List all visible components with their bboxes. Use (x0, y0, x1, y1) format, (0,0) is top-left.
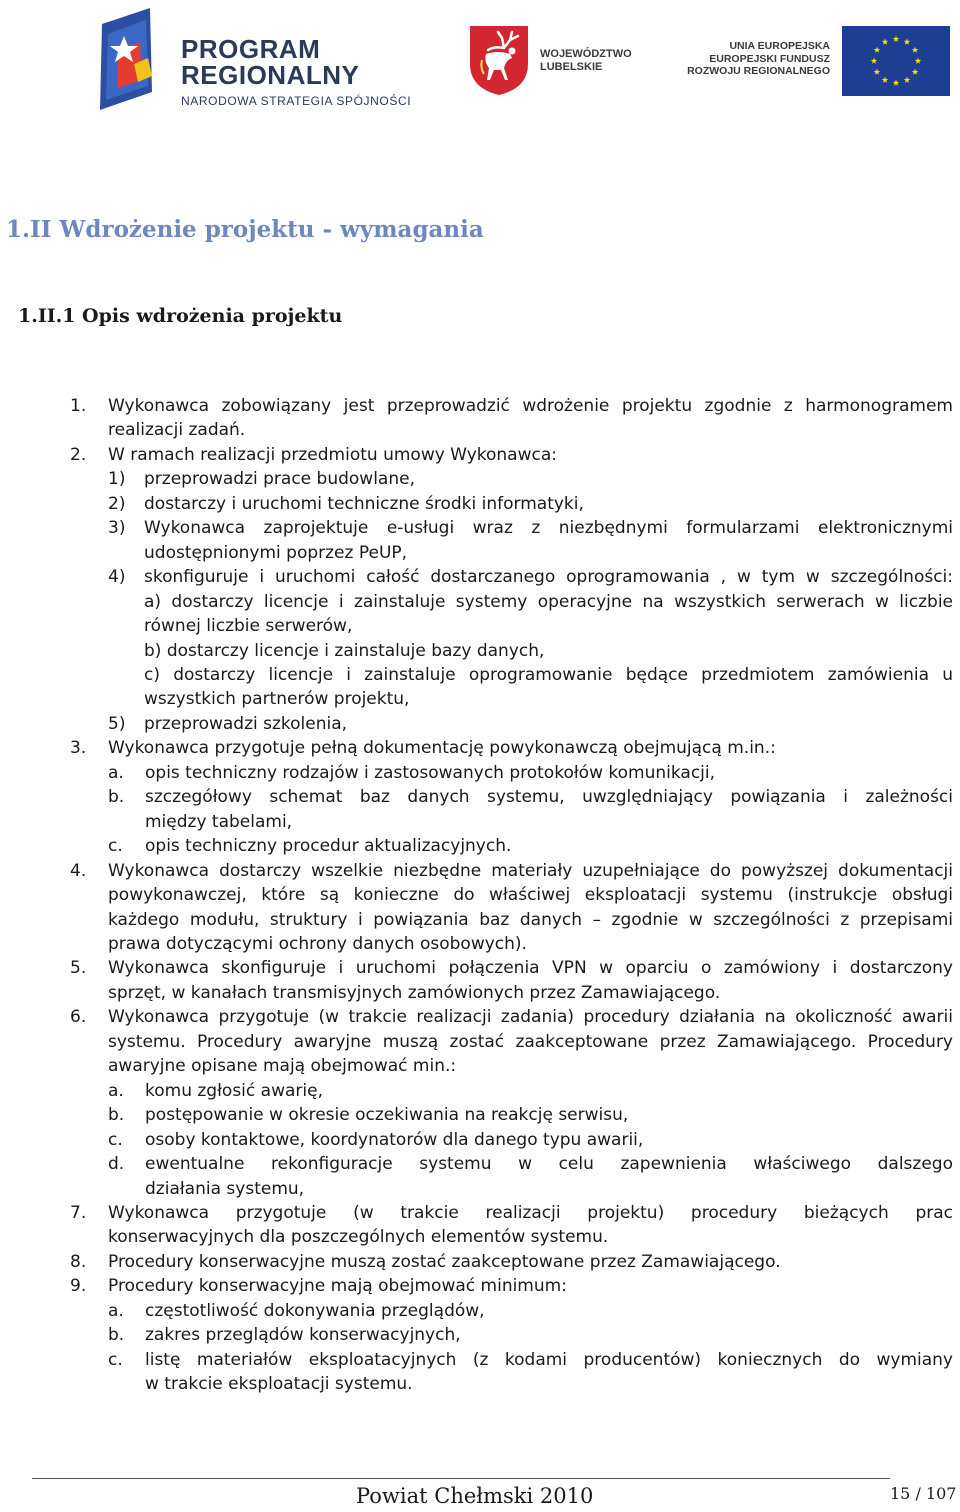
list-item (70, 1005, 953, 1201)
item-text: każdego modułu, struktury i powiązania baz danych – zgodnie w szczególności z przepisami (108, 909, 953, 930)
item-number: 1. (70, 396, 87, 416)
item-number: 9. (70, 1276, 87, 1297)
sub-item-text: b) dostarczy licencje i zainstaluje bazy danych, (144, 640, 545, 661)
list-item (70, 394, 953, 443)
sub-item-text: dostarczy i uruchomi techniczne środki informatyki, (144, 493, 584, 514)
sub-item (108, 492, 953, 516)
item-text: Procedury konserwacyjne mają obejmować minimum: (108, 1276, 567, 1297)
item-number: 8. (70, 1251, 87, 1272)
sub-item-number: 4) (108, 567, 126, 588)
sub-item-number: 1) (108, 469, 126, 490)
sub-item (108, 565, 953, 712)
item-number: 5. (70, 958, 87, 979)
item-number: 6. (70, 1007, 87, 1028)
page-number: 15 / 107 (890, 1484, 957, 1503)
sub-item (108, 516, 953, 565)
list-item (70, 956, 953, 1005)
section-heading: 1.II Wdrożenie projektu - wymagania (6, 216, 484, 243)
footer-divider (32, 1478, 890, 1479)
program-line1: PROGRAM (181, 34, 321, 64)
sub-item-text: częstotliwość dokonywania przeglądów, (145, 1300, 485, 1321)
sub-item (108, 761, 953, 785)
sub-item (108, 1103, 953, 1127)
list-item (70, 1250, 953, 1274)
sub-item-number: b. (108, 1325, 125, 1346)
sub-item (108, 1348, 953, 1397)
eu-line3: ROZWOJU REGIONALNEGO (687, 65, 830, 77)
program-regionalny-logo (88, 6, 428, 114)
sub-item-number: 2) (108, 493, 126, 514)
sub-item-text: w trakcie eksploatacji systemu. (145, 1374, 413, 1395)
sub-item (108, 1128, 953, 1152)
item-text: konserwacyjnych dla poszczególnych elementów systemu. (108, 1227, 609, 1248)
sub-item-text: skonfiguruje i uruchomi całość dostarczanego oprogramowania , w tym w szczególności: (144, 567, 953, 588)
sub-item (108, 834, 953, 858)
sub-item-text: opis techniczny procedur aktualizacyjnych. (145, 836, 512, 857)
sub-item-text: osoby kontaktowe, koordynatorów dla danego typu awarii, (145, 1129, 644, 1150)
region-line2: LUBELSKIE (540, 61, 603, 73)
wojewodztwo-lubelskie-logo (468, 24, 648, 98)
item-text: powykonawczej, które są konieczne do właściwej eksploatacji systemu (instrukcje obsługi (108, 885, 953, 906)
item-text: Wykonawca dostarczy wszelkie niezbędne materiały uzupełniające do powyższej dokumentacji (108, 860, 953, 881)
coat-of-arms-deer-icon (468, 24, 530, 96)
requirements-list (70, 394, 953, 1397)
sub-item (108, 785, 953, 834)
wojewodztwo-wordmark (540, 48, 632, 74)
item-text: systemu. Procedury awaryjne muszą zostać zaakceptowane przez Zamawiającego. Procedury (108, 1031, 953, 1052)
item-text: Wykonawca przygotuje pełną dokumentację powykonawczą obejmującą m.in.: (108, 738, 776, 759)
region-line1: WOJEWÓDZTWO (540, 48, 632, 60)
sub-item-text: zakres przeglądów konserwacyjnych, (145, 1325, 461, 1346)
item-text: Procedury konserwacyjne muszą zostać zaakceptowane przez Zamawiającego. (108, 1251, 781, 1272)
sub-item (108, 1152, 953, 1201)
list-item (70, 443, 953, 736)
sub-item-text: działania systemu, (145, 1178, 305, 1199)
item-number: 4. (70, 860, 87, 881)
item-number: 2. (70, 444, 87, 465)
sub-item (108, 1323, 953, 1347)
item-text: Wykonawca przygotuje (w trakcie realizacji zadania) procedury działania na okoliczność awarii (108, 1007, 953, 1028)
sub-item-text: wszystkich partnerów projektu, (144, 689, 410, 710)
list-item (70, 736, 953, 858)
footer-title: Powiat Chełmski 2010 (356, 1484, 594, 1508)
sub-item-text: opis techniczny rodzajów i zastosowanych protokołów komunikacji, (145, 762, 716, 783)
eu-fund-wordmark (676, 40, 830, 78)
sub-item (108, 1299, 953, 1323)
sub-item-number: a. (108, 1300, 124, 1321)
sub-item-number: c. (108, 1349, 123, 1370)
eu-flag-icon (842, 26, 950, 96)
sub-item-text: c) dostarczy licencje i zainstaluje oprogramowanie będące przedmiotem zamówienia u (144, 664, 953, 685)
eu-line2: EUROPEJSKI FUNDUSZ (709, 52, 830, 65)
item-number: 3. (70, 738, 87, 759)
sub-item-text: udostępnionymi poprzez PeUP, (144, 542, 408, 563)
program-regionalny-emblem-icon (88, 6, 178, 114)
sub-item-number: c. (108, 1129, 123, 1150)
sub-item-number: b. (108, 1105, 125, 1126)
page-header (0, 0, 960, 120)
sub-item-text: równej liczbie serwerów, (144, 616, 353, 637)
list-item (70, 859, 953, 957)
sub-item-text: między tabelami, (145, 811, 293, 832)
item-text: prawa dotyczącymi ochrony danych osobowych). (108, 933, 527, 954)
program-line3: NARODOWA STRATEGIA SPÓJNOŚCI (181, 94, 412, 108)
list-item (70, 1274, 953, 1396)
eu-line1: UNIA EUROPEJSKA (729, 40, 830, 52)
sub-item-number: 5) (108, 713, 126, 734)
item-text: Wykonawca przygotuje (w trakcie realizacji projektu) procedury bieżących prac (108, 1202, 953, 1223)
sub-item-text: przeprowadzi prace budowlane, (144, 469, 415, 490)
sub-item-text: a) dostarczy licencje i zainstaluje systemy operacyjne na wszystkich serwerach w liczbie (144, 591, 953, 612)
program-regionalny-wordmark (181, 36, 411, 109)
item-text: Wykonawca zobowiązany jest przeprowadzić wdrożenie projektu zgodnie z harmonogramem (108, 396, 953, 416)
item-text: awaryjne opisane mają obejmować min.: (108, 1056, 457, 1077)
sub-item-text: listę materiałów eksploatacyjnych (z kodami producentów) koniecznych do wymiany (145, 1349, 953, 1370)
subsection-heading: 1.II.1 Opis wdrożenia projektu (18, 305, 343, 327)
sub-item-text: szczegółowy schemat baz danych systemu, uwzględniający powiązania i zależności (145, 787, 953, 808)
sub-item-text: ewentualne rekonfiguracje systemu w celu zapewnienia właściwego dalszego (145, 1154, 953, 1175)
sub-item (108, 712, 953, 736)
program-line2: REGIONALNY (181, 60, 360, 90)
item-text: W ramach realizacji przedmiotu umowy Wykonawca: (108, 444, 557, 465)
list-item (70, 1201, 953, 1250)
sub-item (108, 467, 953, 491)
sub-item-text: Wykonawca zaprojektuje e-usługi wraz z niezbędnymi formularzami elektronicznymi (144, 518, 953, 539)
item-text: Wykonawca skonfiguruje i uruchomi połączenia VPN w oparciu o zamówiony i dostarczony (108, 958, 953, 979)
item-text: realizacji zadań. (108, 420, 246, 441)
sub-item-number: b. (108, 787, 125, 808)
sub-item-text: przeprowadzi szkolenia, (144, 713, 348, 734)
item-number: 7. (70, 1202, 87, 1223)
sub-item-text: postępowanie w okresie oczekiwania na reakcję serwisu, (145, 1105, 629, 1126)
sub-item-number: d. (108, 1154, 125, 1175)
sub-item-number: c. (108, 836, 123, 857)
sub-item-text: komu zgłosić awarię, (145, 1080, 323, 1101)
sub-item-number: 3) (108, 518, 126, 539)
sub-item (108, 1079, 953, 1103)
sub-item-number: a. (108, 1080, 124, 1101)
item-text: sprzęt, w kanałach transmisyjnych zamówionych przez Zamawiającego. (108, 982, 721, 1003)
sub-item-number: a. (108, 762, 124, 783)
